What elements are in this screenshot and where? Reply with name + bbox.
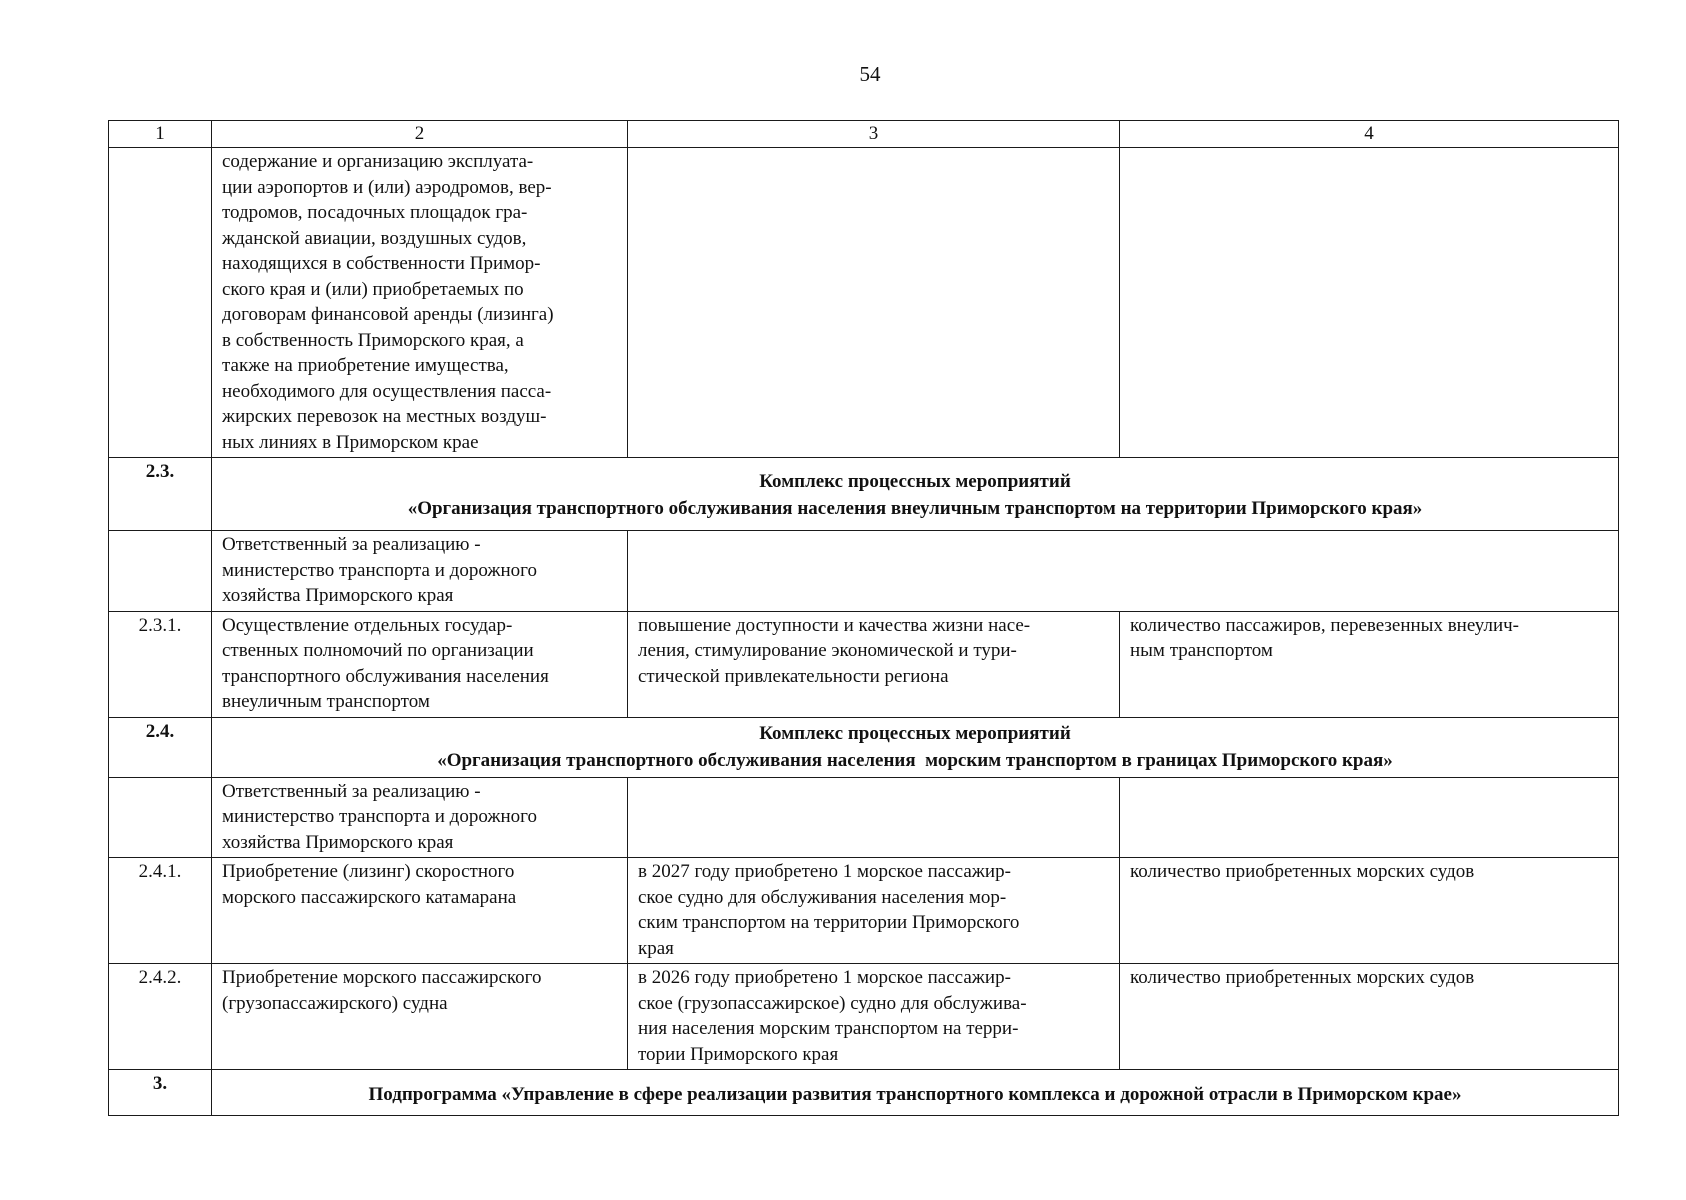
table-row bbox=[109, 148, 1619, 458]
indicator: количество приобретенных морских судов bbox=[1120, 858, 1619, 964]
task-description: Приобретение (лизинг) скоростного морского пассажирского катамарана bbox=[212, 858, 628, 964]
indicator: количество пассажиров, перевезенных внеулич- ным транспортом bbox=[1120, 611, 1619, 717]
row-number-cell bbox=[109, 148, 212, 458]
column-number: 1 bbox=[109, 121, 212, 148]
subprogram-row bbox=[109, 1070, 1619, 1116]
empty-cell bbox=[1120, 777, 1619, 858]
section-row bbox=[109, 717, 1619, 777]
section-title-line: Комплекс процессных мероприятий bbox=[759, 471, 1071, 492]
section-number: 2.3. bbox=[109, 458, 212, 531]
responsible-row bbox=[109, 777, 1619, 858]
row-number: 2.3.1. bbox=[109, 611, 212, 717]
indicator: количество приобретенных морских судов bbox=[1120, 964, 1619, 1070]
empty-cell bbox=[628, 531, 1619, 612]
row-number-cell bbox=[109, 777, 212, 858]
task-description: содержание и организацию эксплуата- ции аэропортов и (или) аэродромов, вер- тодромов, посадочных площадок гра- жданской авиации, воздушных судов, находящихся в собственности Примор- ского края и (или) приобретаемых по договорам финансовой аренды (лизинга) в собственность Приморского края, а также на приобретение имущества, необходимого для осуществления пасса- жирских перевозок на местных воздуш- ных линиях в Приморском крае bbox=[212, 148, 628, 458]
row-number-cell bbox=[109, 531, 212, 612]
column-number-row bbox=[109, 121, 1619, 148]
responsible-row bbox=[109, 531, 1619, 612]
row-number: 2.4.2. bbox=[109, 964, 212, 1070]
program-table bbox=[108, 120, 1619, 1116]
row-number: 2.4.1. bbox=[109, 858, 212, 964]
expected-result bbox=[628, 148, 1120, 458]
table-row bbox=[109, 858, 1619, 964]
responsible-text: Ответственный за реализацию - министерство транспорта и дорожного хозяйства Приморского края bbox=[212, 777, 628, 858]
page-number: 54 bbox=[859, 62, 881, 86]
task-description: Осуществление отдельных государ- ственных полномочий по организации транспортного обслуживания населения внеуличным транспортом bbox=[212, 611, 628, 717]
indicator bbox=[1120, 148, 1619, 458]
section-title-line: «Организация транспортного обслуживания населения внеуличным транспортом на территории Приморского края» bbox=[407, 498, 1423, 519]
section-title bbox=[212, 458, 1619, 531]
section-row bbox=[109, 458, 1619, 531]
expected-result: в 2026 году приобретено 1 морское пассажир- ское (грузопассажирское) судно для обслужива- ния населения морским транспортом на терри- тории Приморского края bbox=[628, 964, 1120, 1070]
responsible-text: Ответственный за реализацию - министерство транспорта и дорожного хозяйства Приморского края bbox=[212, 531, 628, 612]
task-description: Приобретение морского пассажирского (грузопассажирского) судна bbox=[212, 964, 628, 1070]
expected-result: повышение доступности и качества жизни насе- ления, стимулирование экономической и тури- стической привлекательности региона bbox=[628, 611, 1120, 717]
table-row bbox=[109, 611, 1619, 717]
empty-cell bbox=[628, 777, 1120, 858]
column-number: 3 bbox=[628, 121, 1120, 148]
section-title-line: Комплекс процессных мероприятий bbox=[759, 722, 1071, 744]
column-number: 4 bbox=[1120, 121, 1619, 148]
section-number: 3. bbox=[109, 1070, 212, 1116]
table-row bbox=[109, 964, 1619, 1070]
column-number: 2 bbox=[212, 121, 628, 148]
subprogram-title: Подпрограмма «Управление в сфере реализации развития транспортного комплекса и дорожной отрасли в Приморском крае» bbox=[212, 1070, 1619, 1116]
section-number: 2.4. bbox=[109, 717, 212, 777]
section-title bbox=[212, 717, 1619, 777]
section-title-line: «Организация транспортного обслуживания населения морским транспортом в границах Приморского края» bbox=[437, 749, 1393, 771]
expected-result: в 2027 году приобретено 1 морское пассажир- ское судно для обслуживания населения мор- ским транспортом на территории Приморского края bbox=[628, 858, 1120, 964]
